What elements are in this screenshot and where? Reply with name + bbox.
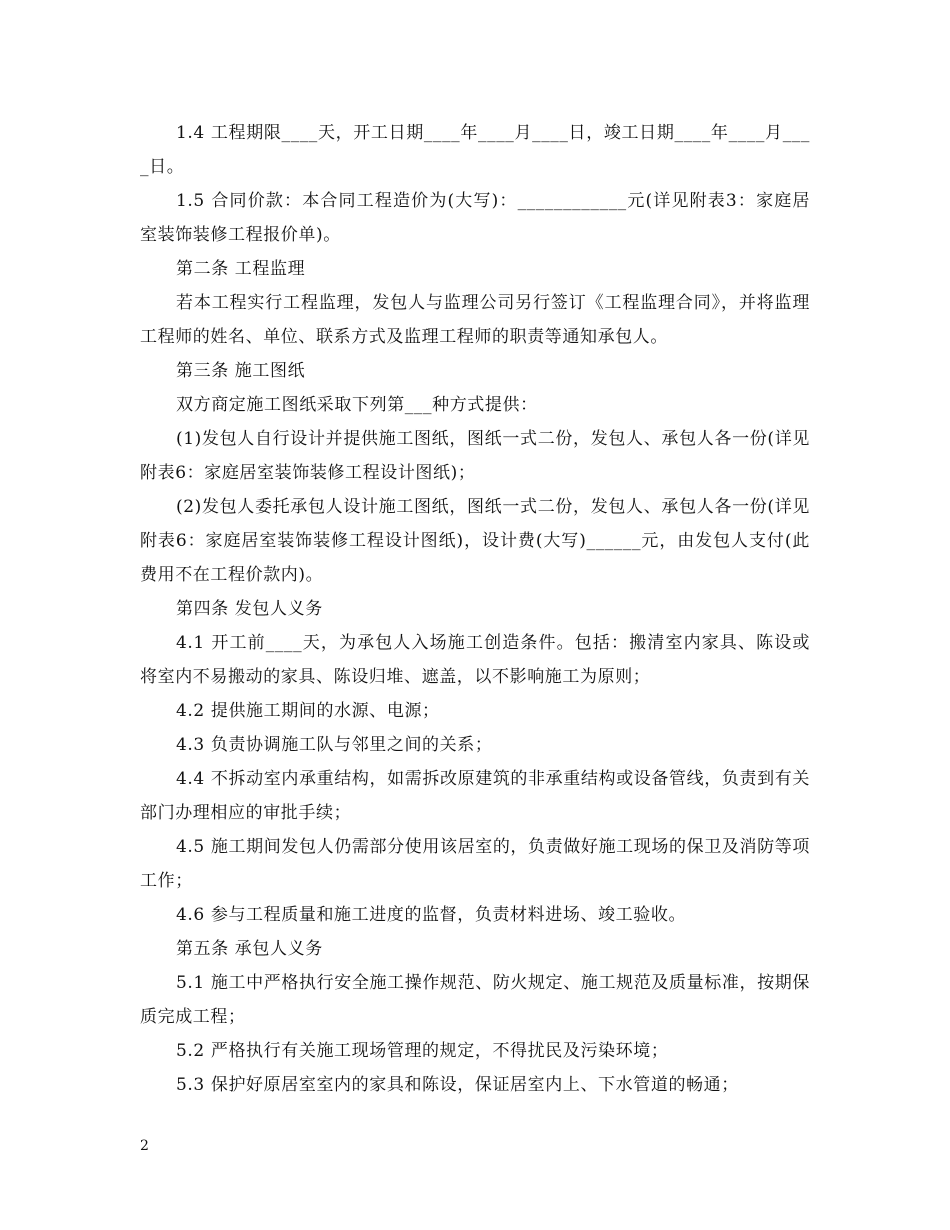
clause-5-2: 5.2 严格执行有关施工现场管理的规定，不得扰民及污染环境； <box>176 1041 669 1061</box>
clause-4-6: 4.6 参与工程质量和施工进度的监督，负责材料进场、竣工验收。 <box>176 905 687 925</box>
clause-5-3: 5.3 保护好原居室室内的家具和陈设，保证居室内上、下水管道的畅通； <box>176 1075 739 1095</box>
clause-4-3: 4.3 负责协调施工队与邻里之间的关系； <box>176 735 493 755</box>
clause-1-5: 1.5 合同价款：本合同工程造价为(大写)：____________元(详见附表3：家庭居室装饰装修工程报价单)。 <box>140 191 810 245</box>
article-3-intro: 双方商定施工图纸采取下列第___种方式提供： <box>176 395 538 415</box>
document-body <box>140 116 810 1102</box>
clause-4-5: 4.5 施工期间发包人仍需部分使用该居室的，负责做好施工现场的保卫及消防等项工作； <box>140 837 810 891</box>
article-3-option-2: (2)发包人委托承包人设计施工图纸，图纸一式二份，发包人、承包人各一份(详见附表6：家庭居室装饰装修工程设计图纸)，设计费(大写)______元，由发包人支付(此费用不在工程价款内)。 <box>140 497 810 585</box>
article-4-heading: 第四条 发包人义务 <box>176 599 323 619</box>
article-3-option-1: (1)发包人自行设计并提供施工图纸，图纸一式二份，发包人、承包人各一份(详见附表6：家庭居室装饰装修工程设计图纸)； <box>140 429 810 483</box>
article-2-text: 若本工程实行工程监理，发包人与监理公司另行签订《工程监理合同》，并将监理工程师的姓名、单位、联系方式及监理工程师的职责等通知承包人。 <box>140 293 810 347</box>
page-number: 2 <box>140 1138 149 1154</box>
clause-4-1: 4.1 开工前____天，为承包人入场施工创造条件。包括：搬清室内家具、陈设或将室内不易搬动的家具、陈设归堆、遮盖，以不影响施工为原则； <box>140 633 810 687</box>
clause-4-4: 4.4 不拆动室内承重结构，如需拆改原建筑的非承重结构或设备管线，负责到有关部门办理相应的审批手续； <box>140 769 810 823</box>
clause-1-4: 1.4 工程期限____天，开工日期____年____月____日，竣工日期____年____月____日。 <box>140 123 810 177</box>
clause-5-1: 5.1 施工中严格执行安全施工操作规范、防火规定、施工规范及质量标准，按期保质完成工程； <box>140 973 810 1027</box>
article-3-heading: 第三条 施工图纸 <box>176 361 306 381</box>
article-2-heading: 第二条 工程监理 <box>176 259 306 279</box>
article-5-heading: 第五条 承包人义务 <box>176 939 323 959</box>
clause-4-2: 4.2 提供施工期间的水源、电源； <box>176 701 440 721</box>
